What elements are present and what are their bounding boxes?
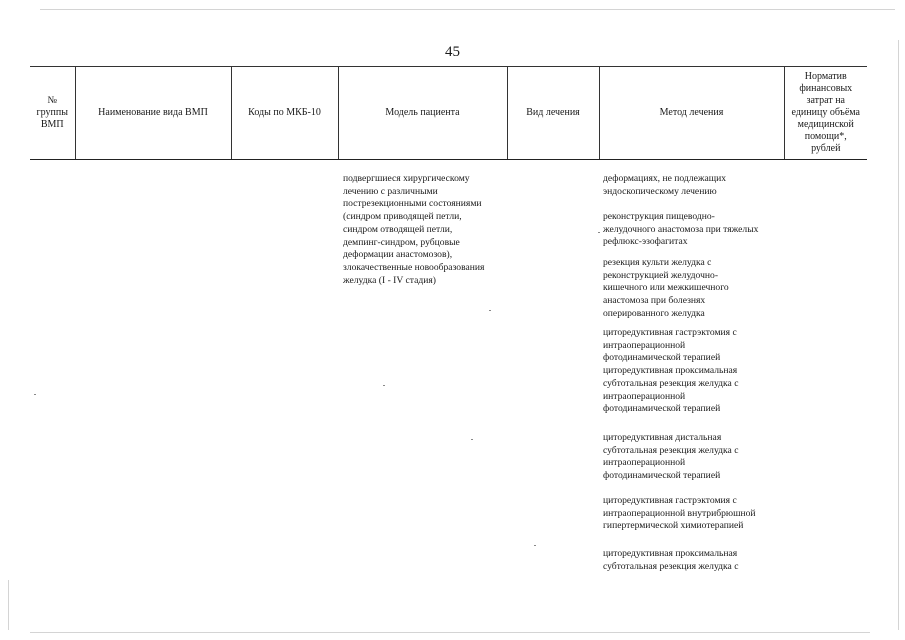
scan-speck — [489, 310, 491, 311]
method-paragraph — [603, 548, 785, 573]
header-group-no-line: ВМП — [40, 119, 64, 130]
right-edge-line — [898, 40, 899, 630]
method-line: субтотальная резекция желудка с — [603, 560, 739, 572]
scan-speck — [34, 394, 36, 395]
method-line: субтотальная резекция желудка с — [603, 377, 739, 389]
scan-speck — [598, 232, 600, 233]
header-cell-treatment-type: Вид лечения — [507, 67, 599, 160]
header-cell-group-no — [30, 67, 75, 160]
patient-model-line: пострезекционными состояниями — [343, 198, 482, 210]
method-paragraph — [603, 432, 785, 483]
method-line: интраоперационной — [603, 339, 686, 351]
scan-speck — [471, 439, 473, 440]
header-cell-norm — [784, 67, 867, 160]
header-norm-line: единицу объёма — [791, 107, 860, 118]
header-norm-line: финансовых — [799, 83, 853, 94]
patient-model-line: злокачественные новообразования — [343, 261, 485, 273]
method-line: интраоперационной — [603, 457, 686, 469]
method-line: желудочного анастомоза при тяжелых — [603, 223, 759, 235]
scan-speck — [383, 385, 385, 386]
header-norm-line: помощи*, — [804, 131, 847, 142]
patient-model-text — [343, 173, 509, 287]
patient-model-line: лечению с различными — [343, 185, 438, 197]
header-cell-method: Метод лечения — [599, 67, 784, 160]
header-cell-icd: Коды по МКБ-10 — [231, 67, 338, 160]
method-line: реконструкцией желудочно- — [603, 269, 719, 281]
scan-speck — [534, 545, 536, 546]
patient-model-line: синдром отводящей петли, — [343, 223, 453, 235]
header-cell-model: Модель пациента — [338, 67, 507, 160]
method-paragraph — [603, 173, 785, 198]
patient-model-line: подвергшиеся хирургическому — [343, 173, 470, 184]
method-paragraph — [603, 211, 785, 249]
method-line: эндоскопическому лечению — [603, 185, 717, 197]
method-line: фотодинамической терапией — [603, 403, 721, 415]
method-line: кишечного или межкишечного — [603, 282, 729, 294]
method-line: фотодинамической терапией — [603, 470, 721, 482]
header-group-no-line: группы — [36, 107, 68, 118]
header-cell-name: Наименование вида ВМП — [75, 67, 231, 160]
header-norm-line: Норматив — [804, 71, 847, 82]
method-paragraph — [603, 257, 785, 321]
top-edge-line — [40, 9, 895, 10]
patient-model-line: деформации анастомозов), — [343, 249, 453, 261]
method-line: гипертермической химиотерапией — [603, 520, 744, 532]
method-line: субтотальная резекция желудка с — [603, 444, 739, 456]
method-line: рефлюкс-эзофагитах — [603, 236, 688, 248]
header-norm-line: рублей — [811, 143, 841, 154]
method-line: циторедуктивная гастрэктомия с — [603, 327, 737, 338]
header-norm-line: затрат на — [806, 95, 845, 106]
patient-model-line: (синдром приводящей петли, — [343, 211, 462, 223]
bottom-edge-line — [30, 632, 870, 633]
left-edge-line — [8, 580, 9, 630]
header-table — [30, 66, 867, 160]
method-line: реконструкция пищеводно- — [603, 211, 715, 222]
method-line: циторедуктивная проксимальная — [603, 365, 738, 377]
method-line: деформациях, не подлежащих — [603, 173, 727, 184]
method-paragraph — [603, 327, 785, 416]
method-paragraph — [603, 495, 785, 533]
method-line: интраоперационной внутрибрюшной — [603, 507, 756, 519]
header-group-no-line: № — [47, 95, 58, 106]
method-line: анастомоза при болезнях — [603, 295, 706, 307]
method-line: циторедуктивная дистальная — [603, 432, 722, 443]
method-line: оперированного желудка — [603, 307, 705, 319]
method-line: циторедуктивная проксимальная — [603, 548, 738, 559]
method-line: фотодинамической терапией — [603, 352, 721, 364]
header-norm-line: медицинской — [797, 119, 854, 130]
patient-model-line: желудка (I - IV стадия) — [343, 274, 436, 286]
page-number: 45 — [445, 44, 460, 60]
method-line: циторедуктивная гастрэктомия с — [603, 495, 737, 506]
patient-model-line: демпинг-синдром, рубцовые — [343, 236, 460, 248]
method-line: резекция культи желудка с — [603, 257, 712, 268]
method-line: интраоперационной — [603, 390, 686, 402]
